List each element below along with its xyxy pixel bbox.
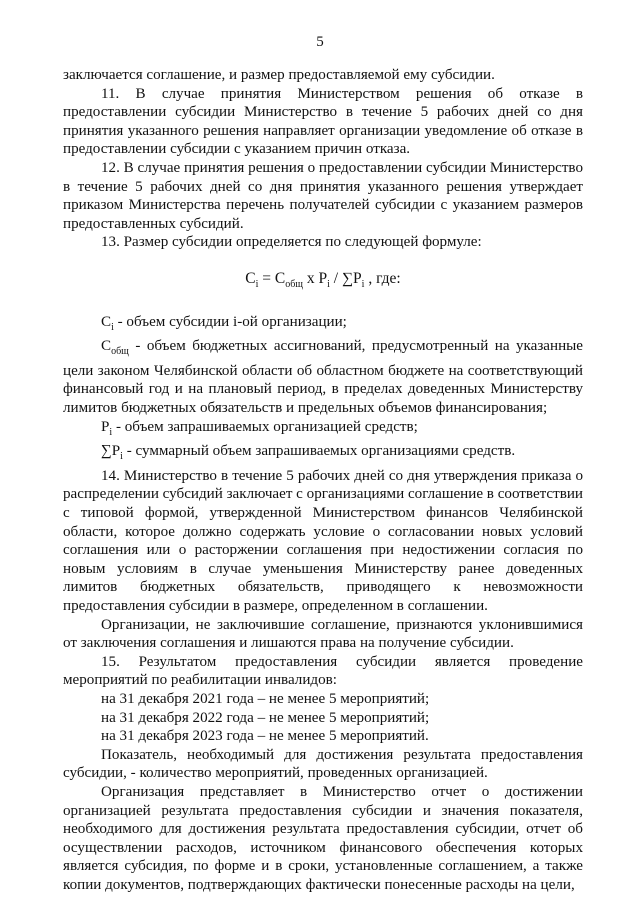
paragraph-11: 11. В случае принятия Министерством решения об отказе в предоставлении субсидии Министерство в течение 5 рабочих дней со дня принятия указанного решения направляет организации уведомление об отказе в предоставлении субсидии с указанием причин отказа. [63,85,583,158]
definition-text: - объем бюджетных ассигнований, предусмотренный на указанные цели законом Челябинской области об областном бюджете на соответствующий финансовый год и на плановый период, в пределах доведенных Министерству лимитов бюджетных обязательств и предельных объемов финансирования; [63,338,583,417]
page-number: 5 [316,34,324,50]
paragraph-report: Организация представляет в Министерство отчет о достижении организацией результата предоставления субсидии и значения показателя, необходимого для достижения результата предоставления субсидии, отчет об осуществлении расходов, источником финансового обеспечения которых является субсидия, по форме и в сроки, установленные соглашением, а также копии документов, подтверждающих фактически понесенные расходы на цели, [63,783,583,893]
formula-lhs-sub: i [255,279,259,291]
formula-p-sub: i [327,279,330,291]
result-item-2021: на 31 декабря 2021 года – не менее 5 мероприятий; [101,690,430,707]
definition-text: - объем субсидии i-ой организации; [113,313,347,330]
definition-symbol: C [101,338,112,355]
definition-subscript: i [120,451,123,463]
document-body [63,66,583,895]
result-item-2022: на 31 декабря 2022 года – не менее 5 мероприятий; [101,709,430,726]
definition-subscript: общ [111,346,129,358]
paragraph-14-refusal: Организации, не заключившие соглашение, признаются уклонившимися от заключения соглашения и лишаются права на получение субсидии. [63,616,583,652]
formula-tail: , где: [364,269,401,287]
definition-cobsh [63,337,583,417]
paragraph-15: 15. Результатом предоставления субсидии является проведение мероприятий по реабилитации инвалидов: [63,653,583,689]
paragraph-continuation: заключается соглашение, и размер предоставляемой ему субсидии. [63,67,495,83]
definition-text: - объем запрашиваемых организацией средств; [112,418,418,435]
definition-text: - суммарный объем запрашиваемых организациями средств. [122,443,516,460]
definition-subscript: i [109,426,113,438]
definition-subscript: i [111,321,114,333]
paragraph-12: 12. В случае принятия решения о предоставлении субсидии Министерство в течение 5 рабочих дней со дня принятия указанного решения утверждает приказом Министерства перечень получателей субсидии с указанием размеров предоставленных субсидий. [63,159,583,232]
paragraph-13: 13. Размер субсидии определяется по следующей формуле: [101,234,482,251]
definition-ci [63,313,583,338]
formula-sum-sub: i [361,279,365,291]
formula-mid: x P [303,269,328,287]
formula-div: / ∑P [329,269,362,287]
formula-c-sub: общ [285,279,304,291]
formula-eq: = C [258,269,286,287]
definition-symbol: P [101,418,110,435]
formula-lhs: C [245,269,256,287]
definition-symbol: C [101,313,112,330]
subsidy-formula [63,270,583,295]
definition-pi [63,418,583,443]
paragraph-indicator: Показатель, необходимый для достижения результата предоставления субсидии, - количество мероприятий, проведенных организацией. [63,746,583,782]
result-item-2023: на 31 декабря 2023 года – не менее 5 мероприятий. [101,728,429,745]
definition-symbol: ∑P [101,443,121,460]
paragraph-14: 14. Министерство в течение 5 рабочих дней со дня утверждения приказа о распределении субсидий заключает с организациями соглашение в соответствии с типовой формой, утвержденной Министерством финансов Челябинской области, которое должно содержать условие о согласовании новых условий соглашения или о расторжении соглашения при недостижении согласия по новым условиям в случае уменьшения Министерству ранее доведенных лимитов бюджетных обязательств, приводящего к невозможности предоставления субсидии в размере, определенном в соглашении. [63,467,583,614]
definition-sum [63,442,583,467]
